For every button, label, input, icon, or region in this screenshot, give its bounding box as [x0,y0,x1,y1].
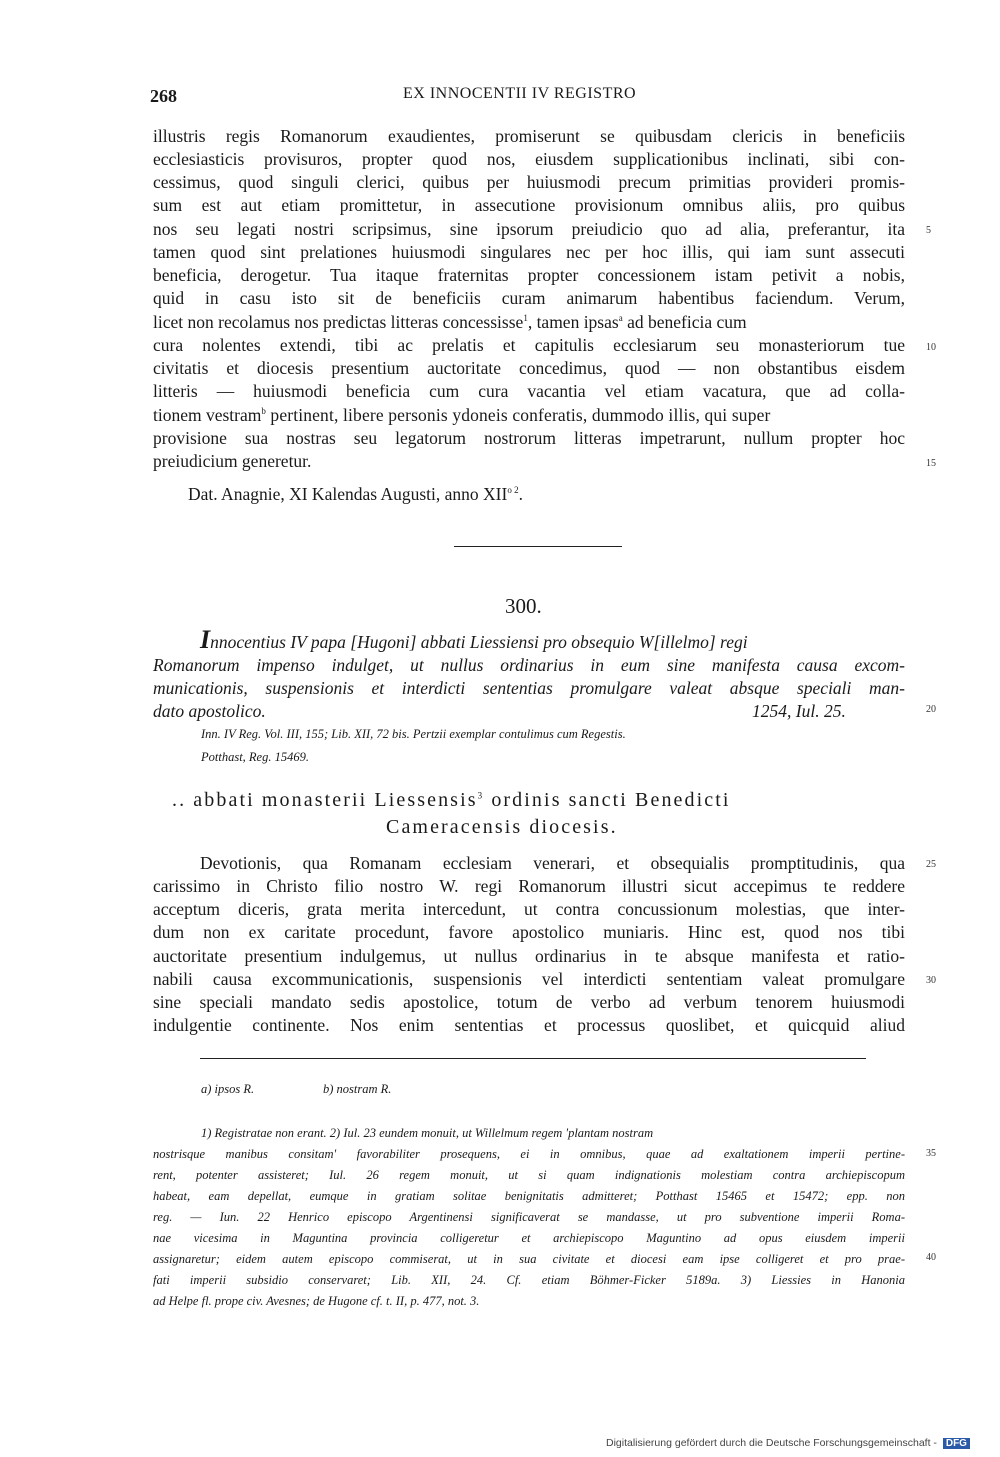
text-line: nabili causa excommunicationis, suspensionis vel interdicti sententiam valeat promulgare [153,969,905,989]
text-line: quid in casu isto sit de beneficiis curam animarum habentibus faciendum. Verum, [153,288,905,308]
text-line: preiudicium generetur. [153,451,312,471]
footnote-line: nae vicesima in Maguntina provincia colligeretur et archiepiscopo Maguntino ad opus eiusdem imperii [153,1231,905,1245]
section-divider [454,546,622,547]
regest-line: Romanorum impenso indulget, ut nullus ordinarius in eum sine manifesta causa excom- [153,655,905,675]
line-number: 30 [926,975,936,986]
text-line: provisione sua nostras seu legatorum nostrorum litteras impetrarunt, nullum propter hoc [153,428,905,448]
text-line [153,404,905,427]
dfg-logo: DFG [943,1438,970,1449]
footnote-line: reg. — Iun. 22 Henrico episcopo Argentinensi significaverat se mandasse, ut pro subventione imperii Roma- [153,1210,905,1224]
text-line: Devotionis, qua Romanam ecclesiam venerari, et obsequialis promptitudinis, qua [200,853,905,873]
text-line: ecclesiasticis provisuros, propter quod nos, eiusdem supplicationibus inclinati, sibi con- [153,149,905,169]
address-line-2: Cameracensis diocesis. [386,816,618,838]
text-line: litteris — huiusmodi beneficia cum cura vacantia vel etiam vacatura, que ad colla- [153,381,905,401]
text-line: carissimo in Christo filio nostro W. regi Romanorum illustri sicut accepimus te reddere [153,876,905,896]
footnote-line: assignaretur; eidem autem episcopo commiserat, ut in sua civitate et diocesi eam ipse colligeret et pro prae- [153,1252,905,1266]
textual-note-b: b) nostram R. [323,1082,392,1096]
address-text: ordinis sancti Benedicti [484,789,731,811]
footnote-line: habeat, eam depellat, eumque in gratiam solitae benignitatis admitteret; Potthast 15465 et 15472; epp. non [153,1189,905,1203]
dating-text: Dat. Anagnie, XI Kalendas Augusti, anno XII [188,484,508,504]
credit-text: Digitalisierung gefördert durch die Deutsche Forschungsgemeinschaft - [606,1437,937,1449]
text-line: civitatis et diocesis presentium auctoritate concedimus, quod — non obstantibus eisdem [153,358,905,378]
dating-sup: o 2 [507,485,519,496]
text-line [153,311,905,334]
text-line: nos seu legati nostri scripsimus, sine ipsorum preiudicio quo ad alia, preferantur, ita [153,219,905,239]
line-text: licet non recolamus nos predictas litteras concessisse [153,312,524,332]
line-number: 15 [926,458,936,469]
footnote-line: nostrisque manibus consitam' favorabiliter prosequens, ei in omnibus, quae ad exaltationem imperii pertine- [153,1147,905,1161]
footnote-line: fati imperii subsidio conservaret; Lib. XII, 24. Cf. etiam Böhmer-Ficker 5189a. 3) Liessies in Hanonia [153,1273,905,1287]
line-number: 20 [926,704,936,715]
regest-line: dato apostolico. [153,701,266,721]
line-number: 35 [926,1148,936,1159]
regest-initial: I [200,625,211,654]
source-line: Potthast, Reg. 15469. [201,750,309,764]
textual-note-a: a) ipsos R. [201,1082,255,1096]
line-text: ad beneficia cum [622,312,747,332]
running-title: EX INNOCENTII IV REGISTRO [403,85,637,102]
regest-first [200,627,748,653]
line-number: 25 [926,859,936,870]
text-line: beneficia, derogetur. Tua itaque fraternitas propter concessionem istam petivit a nobis, [153,265,905,285]
page-number: 268 [150,86,177,106]
text-line: auctoritate presentium indulgemus, ut nullus ordinarius in te absque manifesta et ratio- [153,946,905,966]
note-mark-b: b [261,406,266,417]
text-line: tamen quod sint prelationes huiusmodi singulares nec per hoc illis, qui iam sunt assecuti [153,242,905,262]
source-line: Inn. IV Reg. Vol. III, 155; Lib. XII, 72 bis. Pertzii exemplar contulimus cum Regestis. [201,727,626,741]
regest-line [200,627,905,653]
line-text: , tamen ipsas [527,312,619,332]
regest-text: nnocentius IV papa [Hugoni] abbati Liessiensi pro obsequio W[illelmo] regi [210,632,748,652]
text-line: dum non ex caritate procedunt, favore apostolico muniaris. Hinc est, quod nos tibi [153,922,905,942]
address-text: .. abbati monasterii Liessensis [172,789,478,811]
line-number: 5 [926,225,931,236]
text-line: illustris regis Romanorum exaudientes, promiserunt se quibusdam clericis in beneficiis [153,126,905,146]
footnote-line: rent, potenter assisteret; Iul. 26 regem monuit, ut si quam indignationis molestiam contra archiepiscopum [153,1168,905,1182]
footnote-mark-3: 3 [477,790,485,801]
document-number: 300. [505,594,542,618]
footnote-line: 1) Registratae non erant. 2) Iul. 23 eundem monuit, ut Willelmum regem 'plantam nostram [201,1126,654,1140]
footnote-mark-1: 1 [523,313,528,324]
footnote-line: ad Helpe fl. prope civ. Avesnes; de Hugone cf. t. II, p. 477, not. 3. [153,1294,480,1308]
line-number: 10 [926,342,936,353]
text-line: indulgentie continente. Nos enim sententias et processus quoslibet, et quicquid aliud [153,1015,905,1035]
line-text: tionem vestram [153,405,262,425]
line-number: 40 [926,1252,936,1263]
digitization-credit [606,1437,970,1449]
regest-date: 1254, Iul. 25. [752,701,846,721]
dating-line [188,483,523,506]
text-line: acceptum diceris, grata merita intercedunt, ut contra concussionum molestias, que inter- [153,899,905,919]
address-line-1 [172,789,731,812]
text-line: cura nolentes extendi, tibi ac prelatis et capitulis ecclesiarum seu monasteriorum tue [153,335,905,355]
line-text: pertinent, libere personis ydoneis conferatis, dummodo illis, qui super [265,405,771,425]
dating-end: . [518,484,523,504]
note-mark-a: a [618,313,623,324]
regest-line: municationis, suspensionis et interdicti sententias promulgare valeat absque speciali man- [153,678,905,698]
text-line: sine speciali mandato sedis apostolice, totum de verbo ad verbum tenorem huiusmodi [153,992,905,1012]
line-segment [153,311,747,334]
footnote-divider [200,1058,866,1059]
text-line: sum est aut etiam promittetur, in assecutione provisionum omnibus aliis, pro quibus [153,195,905,215]
text-line: cessimus, quod singuli clerici, quibus per huiusmodi precum primitias provideri promis- [153,172,905,192]
